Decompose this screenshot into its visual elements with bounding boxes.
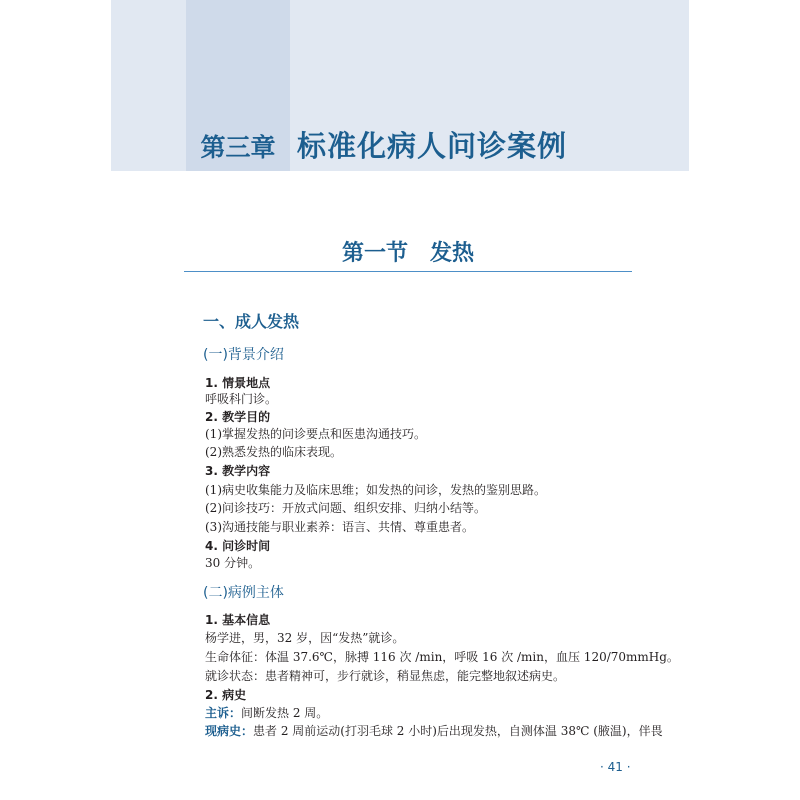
background-heading: (一)背景介绍	[203, 347, 284, 363]
item-text: (1)掌握发热的问诊要点和医患沟通技巧。	[205, 427, 426, 441]
item-text: 杨学进，男，32 岁，因“发热”就诊。	[205, 631, 405, 645]
present-illness-line	[205, 723, 663, 739]
item-label-goal: 2. 教学目的	[205, 410, 271, 424]
item-text: 呼吸科门诊。	[205, 392, 278, 406]
item-text: 30 分钟。	[205, 556, 261, 570]
section-title: 第一节 发热	[341, 241, 474, 266]
item-text: (3)沟通技能与职业素养：语言、共情、尊重患者。	[205, 520, 474, 534]
item-text: (2)问诊技巧：开放式问题、组织安排、归纳小结等。	[205, 501, 487, 515]
chief-complaint-label: 主诉：	[205, 706, 242, 720]
item-label-basic: 1. 基本信息	[205, 613, 271, 627]
section-divider	[184, 271, 632, 272]
chief-complaint-line	[205, 705, 328, 721]
page-number: · 41 ·	[600, 760, 631, 774]
part-heading: 一、成人发热	[203, 312, 300, 331]
item-label-history: 2. 病史	[205, 688, 247, 702]
case-heading: (二)病例主体	[203, 585, 284, 601]
chapter-number: 第三章	[200, 133, 276, 162]
item-text: 就诊状态：患者精神可，步行就诊，稍显焦虑，能完整地叙述病史。	[205, 669, 566, 683]
item-label-location: 1. 情景地点	[205, 376, 271, 390]
item-text: 生命体征：体温 37.6℃，脉搏 116 次 /min，呼吸 16 次 /min，血压 120/70mmHg。	[205, 650, 679, 664]
chief-complaint-text: 间断发热 2 周。	[241, 706, 329, 720]
present-illness-label: 现病史：	[205, 724, 254, 738]
item-text: (2)熟悉发热的临床表现。	[205, 445, 342, 459]
present-illness-text: 患者 2 周前运动(打羽毛球 2 小时)后出现发热，自测体温 38℃ (腋温)，伴畏	[253, 724, 663, 738]
item-text: (1)病史收集能力及临床思维；如发热的问诊，发热的鉴别思路。	[205, 483, 547, 497]
item-label-time: 4. 问诊时间	[205, 539, 271, 553]
item-label-content: 3. 教学内容	[205, 464, 271, 478]
chapter-title: 标准化病人问诊案例	[297, 129, 568, 163]
